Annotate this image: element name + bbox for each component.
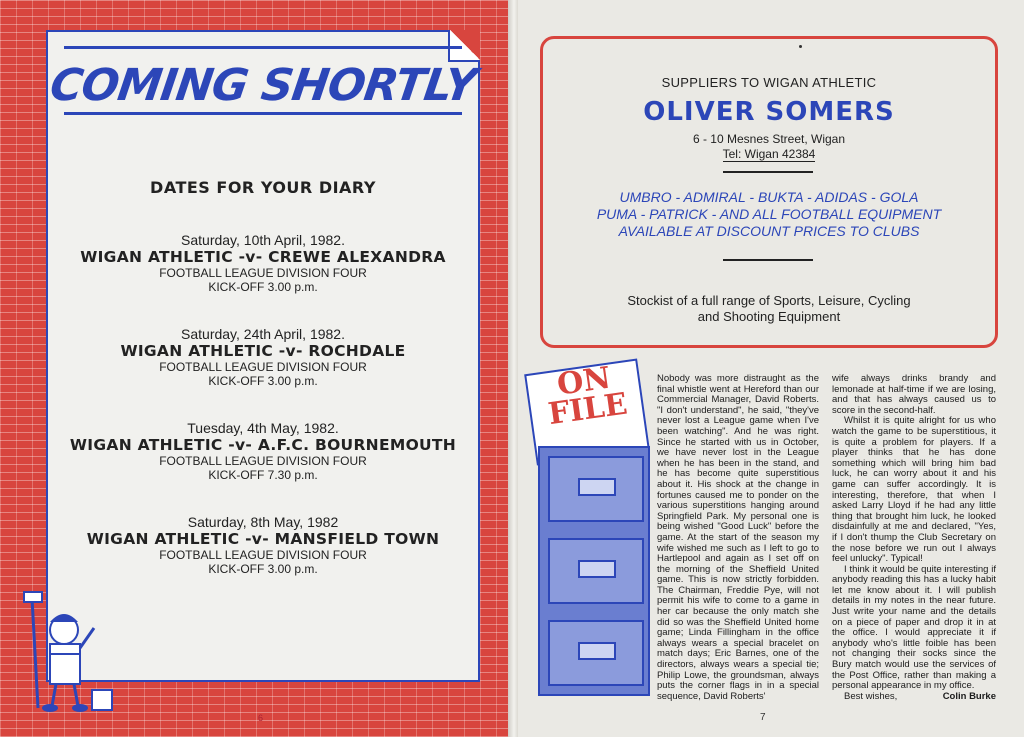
advert-divider <box>723 171 813 173</box>
fixture-match: WIGAN ATHLETIC -v- A.F.C. BOURNEMOUTH <box>69 436 457 454</box>
drawer-handle <box>578 560 616 578</box>
fixture-competition: FOOTBALL LEAGUE DIVISION FOUR <box>159 548 367 562</box>
article-paragraph: I think it would be quite interesting if anybody reading this has a lucky habit let me know about it. I will publish details in my notes in the near future. Just write your name and the details on a piece of paper and drop it in at the office. I would appreciate it if anybody who's little foible has been not changing their socks since the Bury match would use the services of the Post Office, rather than making a personal appearance in my office. <box>832 563 996 692</box>
fixture-match: WIGAN ATHLETIC -v- CREWE ALEXANDRA <box>80 248 446 266</box>
cabinet-drawer <box>548 538 644 604</box>
fixture-item <box>48 514 478 576</box>
fixture-competition: FOOTBALL LEAGUE DIVISION FOUR <box>159 360 367 374</box>
title-rule-bottom <box>64 112 462 115</box>
filing-cabinet-icon <box>538 446 650 696</box>
coming-shortly-title: COMING SHORTLY <box>46 60 480 111</box>
drawer-handle <box>578 642 616 660</box>
article-paragraph: Nobody was more distraught as the final whistle went at Hereford than our Commercial Manager, David Roberts. "I don't understand", he said, "they've never lost a League game when I've been watching". And he was right. Since he started with us in October, we have never lost in the League when he has been in the stand, and he has become quite superstitious about it. His shock at the change in fortunes caused me to ponder on the various superstitions hanging around Springfield Park. My personal one is being wished "Good Luck" before the game. At the start of the season my wife wished me such as I left to go to Hartlepool and again as I set off on the morning of the Sheffield United game. This is now strictly forbidden. The Chairman, Freddie Pye, will not permit his wife to come to a game in her car because the only match she did so was the Sheffield United home game; Linda Fillingham in the office always wears a special bracelet on match days; Eric Barnes, one of the directors, always wears a special tie; Philip Lowe, the groundsman, always puts the corner flags in in a special sequence, David Roberts' <box>657 373 819 702</box>
fixture-competition: FOOTBALL LEAGUE DIVISION FOUR <box>159 454 367 468</box>
fixture-date: Saturday, 8th May, 1982 <box>187 514 339 530</box>
fixture-date: Tuesday, 4th May, 1982. <box>187 420 339 436</box>
fixture-kickoff: KICK-OFF 7.30 p.m. <box>208 468 318 482</box>
on-file-graphic <box>530 354 652 694</box>
fixture-item <box>48 232 478 294</box>
cabinet-drawer <box>548 456 644 522</box>
cabinet-drawer <box>548 620 644 686</box>
fixture-kickoff: KICK-OFF 3.00 p.m. <box>208 280 318 294</box>
advert-address: 6 - 10 Mesnes Street, Wigan <box>692 132 846 146</box>
advert-stockist-line: and Shooting Equipment <box>697 309 841 324</box>
coming-shortly-poster <box>46 30 480 682</box>
advert-telephone <box>543 147 995 161</box>
advert-company-name: OLIVER SOMERS <box>643 97 895 127</box>
advert-brands-line: UMBRO - ADMIRAL - BUKTA - ADIDAS - GOLA <box>619 189 919 205</box>
article-paragraph: wife always drinks brandy and lemonade at half-time if we are losing, and that has always caused us to score in the second-half. <box>832 373 996 416</box>
fixture-kickoff: KICK-OFF 3.00 p.m. <box>208 374 318 388</box>
author-name: Colin Burke <box>942 690 996 702</box>
advert-supplier-line: SUPPLIERS TO WIGAN ATHLETIC <box>661 75 877 90</box>
diary-heading: DATES FOR YOUR DIARY <box>150 178 376 197</box>
oliver-somers-advert <box>540 36 998 348</box>
fixture-match: WIGAN ATHLETIC -v- MANSFIELD TOWN <box>86 530 440 548</box>
page-number: 7 <box>760 712 766 723</box>
advert-brands-line: AVAILABLE AT DISCOUNT PRICES TO CLUBS <box>618 223 920 239</box>
sign-off-text: Best wishes, <box>844 690 898 702</box>
title-rule-top <box>64 46 462 49</box>
article-column-2 <box>832 374 996 702</box>
magazine-spine <box>508 0 518 737</box>
article-column-1 <box>657 374 819 702</box>
article-sign-off <box>832 692 996 703</box>
advert-divider <box>723 259 813 261</box>
fixture-match: WIGAN ATHLETIC -v- ROCHDALE <box>120 342 406 360</box>
fixture-competition: FOOTBALL LEAGUE DIVISION FOUR <box>159 266 367 280</box>
article-paragraph: Whilst it is quite alright for us who watch the game to be superstitious, it is quite a problem for players. If a player thinks that he has done something which will bring him bad luck, he can worry about it and his game can suffer accordingly. It is interesting, therefore, that when I asked Larry Lloyd if he had any little thing that brought him luck, he looked disdainfully at me and declared, "Yes, if I don't thump the Club Secretary on the nose before we run out I always feel unlucky". Typical! <box>832 415 996 565</box>
page-number: 6 <box>258 713 264 723</box>
painter-mascot-icon <box>12 588 122 718</box>
fixture-item <box>48 420 478 482</box>
fixture-item <box>48 326 478 388</box>
advert-telephone-text: Tel: Wigan 42384 <box>722 147 816 161</box>
fixture-date: Saturday, 10th April, 1982. <box>181 232 345 248</box>
on-file-text: ON FILE <box>546 360 630 433</box>
advert-brands-line: PUMA - PATRICK - AND ALL FOOTBALL EQUIPMENT <box>596 206 942 222</box>
right-page <box>512 0 1024 737</box>
advert-stockist-line: Stockist of a full range of Sports, Leisure, Cycling <box>627 293 911 308</box>
drawer-handle <box>578 478 616 496</box>
fixture-date: Saturday, 24th April, 1982. <box>181 326 345 342</box>
fixture-kickoff: KICK-OFF 3.00 p.m. <box>208 562 318 576</box>
